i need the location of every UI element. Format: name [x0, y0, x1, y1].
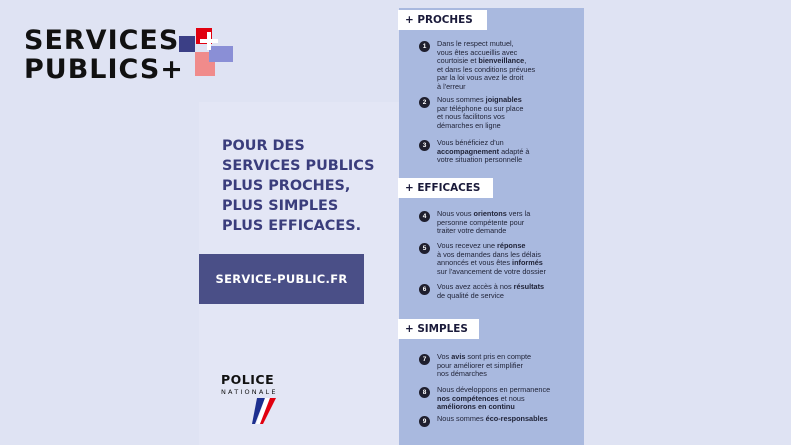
- item-text-line: de qualité de service: [437, 290, 504, 300]
- item-text-line: par téléphone ou sur place: [437, 103, 524, 113]
- item-text: [437, 139, 582, 165]
- slogan-line: PLUS SIMPLES: [222, 198, 339, 214]
- item-number-badge: 1: [419, 41, 430, 52]
- item-text-line: traiter votre demande: [437, 226, 507, 236]
- item-text: [437, 242, 582, 276]
- item-text-line: Nous développons en permanence: [437, 385, 551, 394]
- slogan-line: POUR DES: [222, 138, 305, 154]
- item-text-line: pour améliorer et simplifier: [437, 360, 523, 370]
- logo-line-1: SERVICES: [24, 25, 180, 56]
- item-text: [437, 353, 582, 379]
- item-text-line: et nous facilitons vos: [437, 112, 505, 122]
- item-text-line: améliorons en continu: [437, 402, 515, 412]
- police-subtitle: NATIONALE: [221, 388, 278, 396]
- item-text-line: sur l'avancement de votre dossier: [437, 266, 546, 276]
- item-text-line: Vous recevez une réponse: [437, 241, 526, 250]
- police-title: POLICE: [221, 372, 275, 387]
- item-text-line: vous êtes accueillis avec: [437, 47, 518, 57]
- item-text-line: personne compétente pour: [437, 217, 525, 227]
- item-number-badge: 7: [419, 354, 430, 365]
- item-text-line: courtoisie et bienveillance,: [437, 56, 527, 66]
- item-number-badge: 3: [419, 140, 430, 151]
- slogan-line: PLUS EFFICACES.: [222, 218, 362, 234]
- item-text: [437, 40, 582, 92]
- item-number-badge: 2: [419, 97, 430, 108]
- item-text: [437, 415, 582, 424]
- item-text-line: par la loi vous avez le droit: [437, 73, 524, 83]
- logo-line-2: PUBLICS+: [24, 54, 184, 85]
- item-number-badge: 8: [419, 387, 430, 398]
- item-number-badge: 4: [419, 211, 430, 222]
- item-text: [437, 96, 582, 130]
- item-text-line: Nous sommes joignables: [437, 95, 522, 104]
- slogan: [222, 136, 397, 236]
- item-text-line: Nous vous orientons vers la: [437, 209, 531, 218]
- item-text: [437, 386, 582, 412]
- section-proches: + PROCHES: [398, 10, 487, 30]
- item-text-line: accompagnement adapté à: [437, 146, 530, 156]
- item-number-badge: 9: [419, 416, 430, 427]
- slogan-line: SERVICES PUBLICS: [222, 158, 375, 174]
- services-publics-logo: [24, 26, 264, 86]
- item-text-line: Vous avez accès à nos résultats: [437, 282, 545, 291]
- item-text-line: à l'erreur: [437, 81, 466, 91]
- item-number-badge: 5: [419, 243, 430, 254]
- item-text: [437, 283, 582, 300]
- item-text-line: votre situation personnelle: [437, 155, 523, 165]
- item-text: [437, 210, 582, 236]
- item-text-line: Vos avis sont pris en compte: [437, 352, 532, 361]
- item-text-line: et dans les conditions prévues: [437, 64, 536, 74]
- item-number-badge: 6: [419, 284, 430, 295]
- tricolor-flag-icon: [251, 396, 277, 426]
- item-text-line: annoncés et vous êtes informés: [437, 258, 543, 268]
- service-public-link[interactable]: SERVICE-PUBLIC.FR: [199, 254, 364, 304]
- item-text-line: nos compétences et nous: [437, 393, 525, 403]
- item-text-line: démarches en ligne: [437, 120, 501, 130]
- item-text-line: Dans le respect mutuel,: [437, 39, 514, 48]
- plus-logo-icon: [179, 28, 239, 84]
- section-efficaces: + EFFICACES: [398, 178, 493, 198]
- item-text-line: à vos demandes dans les délais: [437, 249, 541, 259]
- slogan-line: PLUS PROCHES,: [222, 178, 351, 194]
- police-nationale-logo: [221, 372, 301, 432]
- item-text-line: Nous sommes éco-responsables: [437, 414, 548, 423]
- item-text-line: nos démarches: [437, 369, 487, 379]
- section-simples: + SIMPLES: [398, 319, 479, 339]
- item-text-line: Vous bénéficiez d'un: [437, 138, 504, 147]
